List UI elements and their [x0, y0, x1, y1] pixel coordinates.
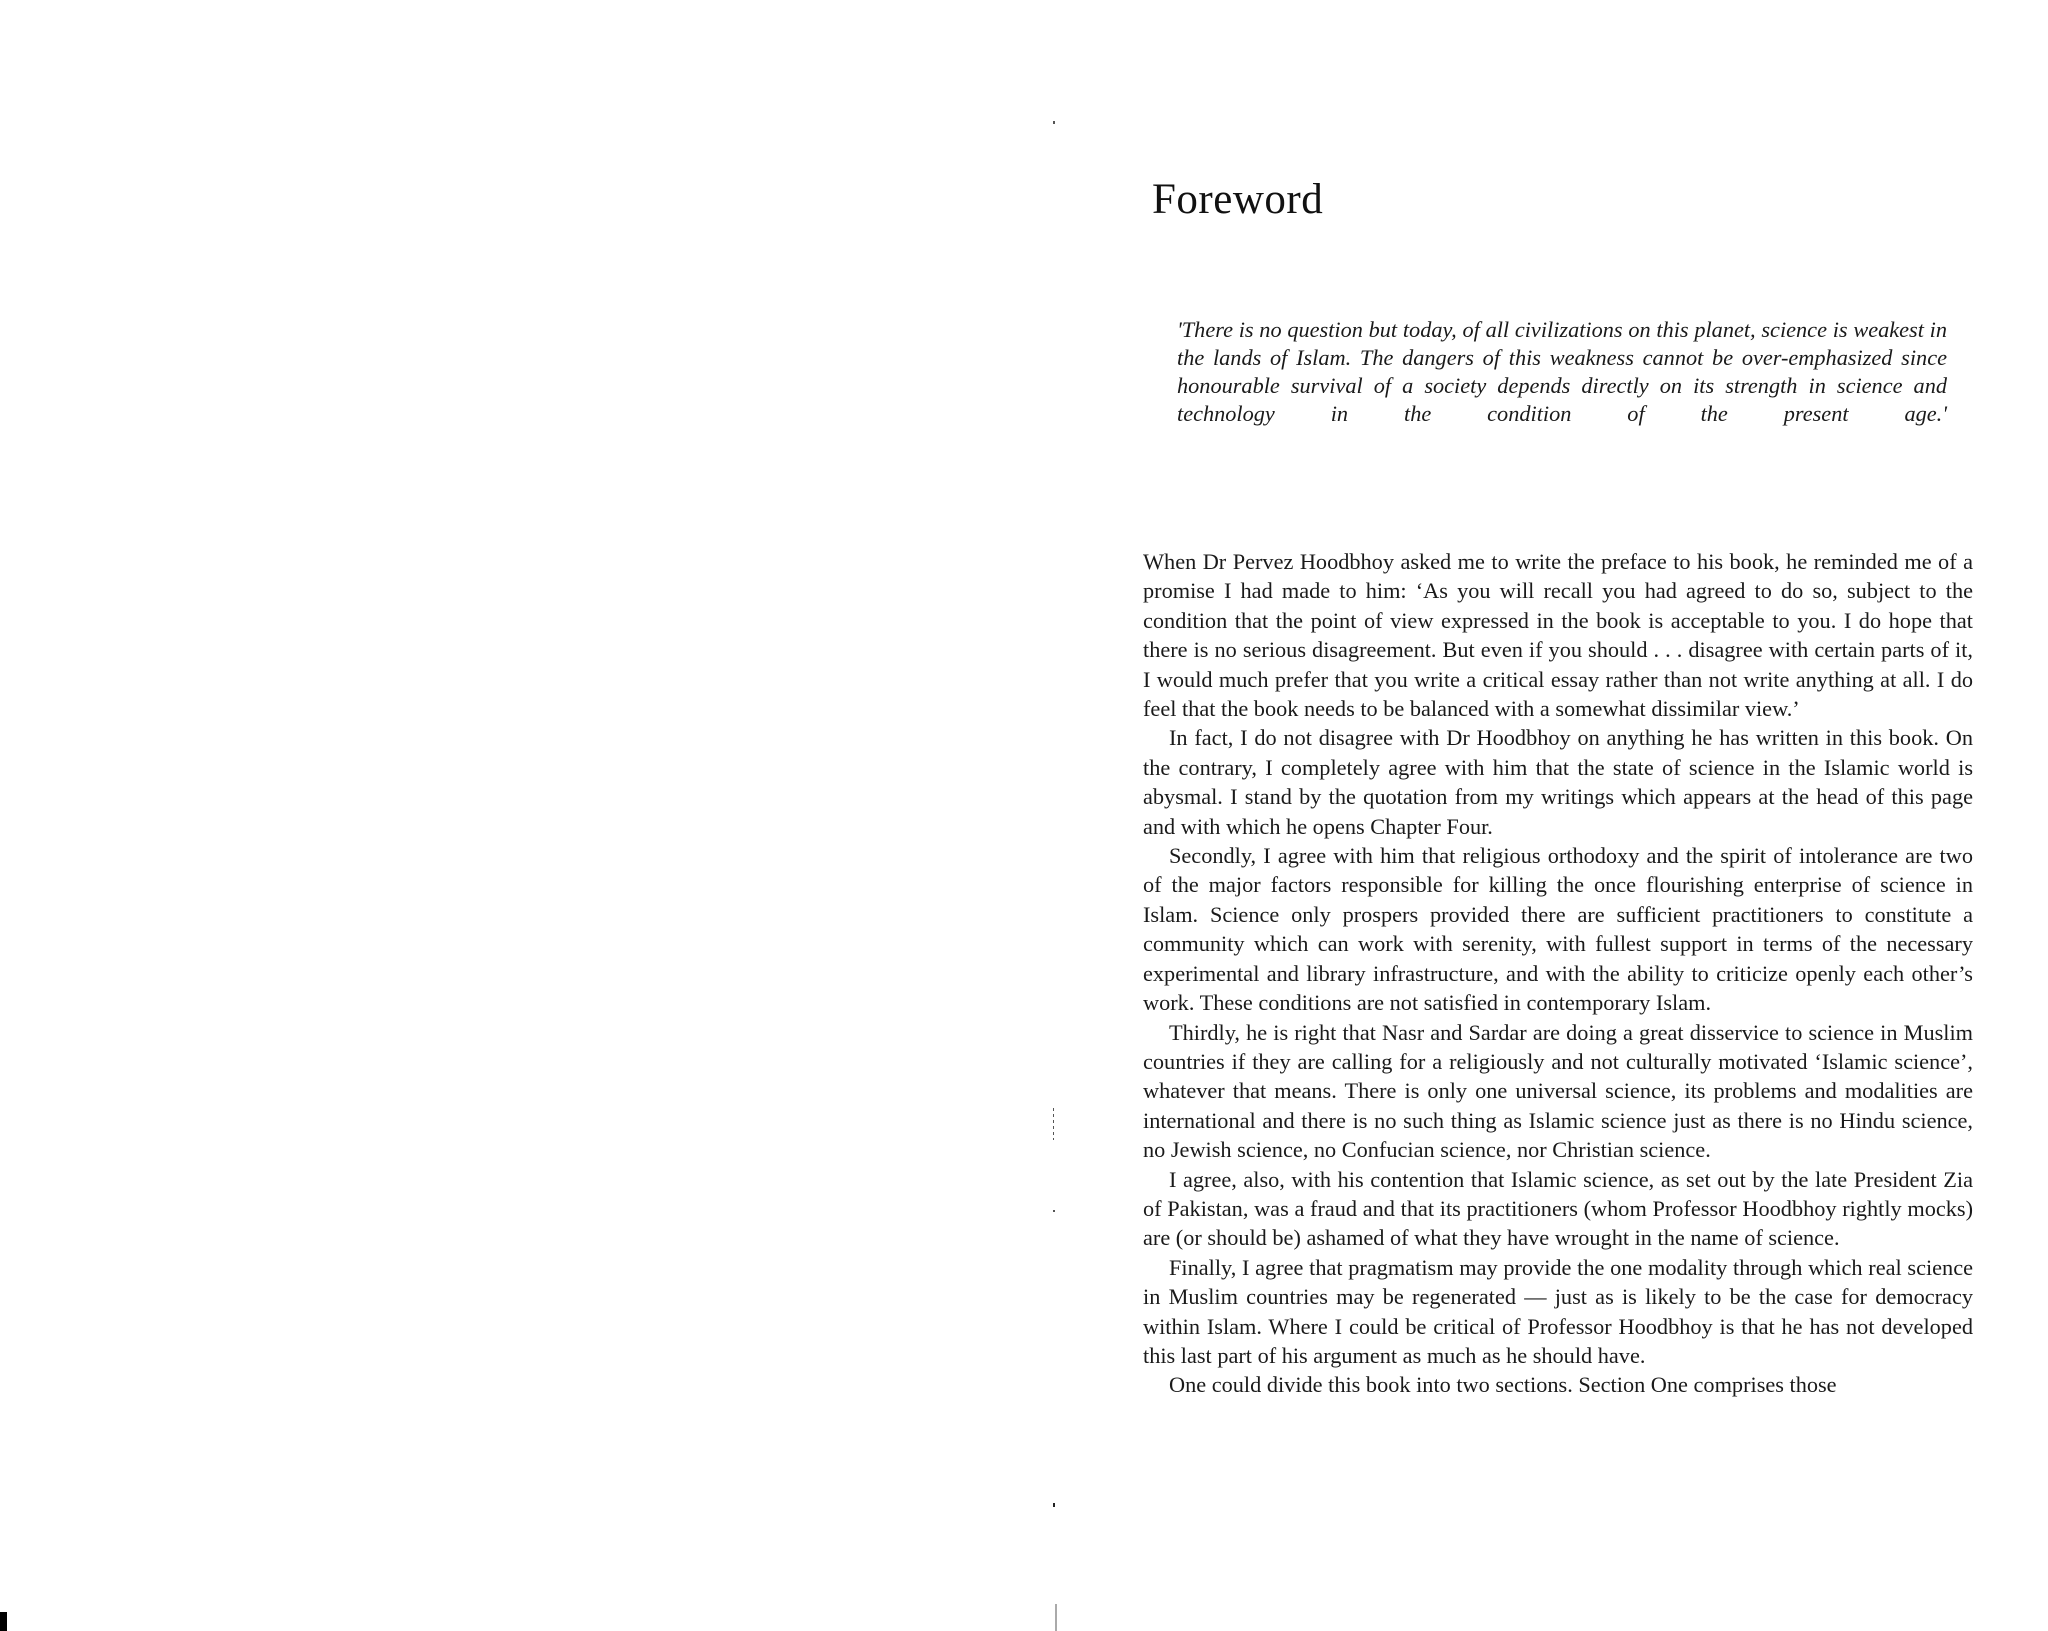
paragraph: Finally, I agree that pragmatism may provide the one modality through which real science in Muslim countries may be regenerated — just as is likely to be the case for democracy within Islam. Where I could be critical of Professor Hoodbhoy is that he has not developed this last part of his argument as much as he should have. — [1143, 1254, 1973, 1368]
paragraph: One could divide this book into two sections. Section One comprises those — [1169, 1372, 1837, 1398]
paragraph: I agree, also, with his contention that Islamic science, as set out by the late President Zia of Pakistan, was a fraud and that its practitioners (whom Professor Hoodbhoy rightly mocks) are (or should be) ashamed of what they have wrought in the name of science. — [1143, 1166, 1973, 1251]
epigraph-quote: 'There is no question but today, of all civilizations on this planet, science is weakest in the lands of Islam. The dangers of this weakness cannot be over-emphasized since honourable survival of a society depends directly on its strength in science and technology in the condition of the present age.' — [1177, 317, 1947, 426]
gutter-dotted-line — [1053, 1108, 1054, 1140]
right-page — [1055, 0, 2048, 1631]
paragraph: Thirdly, he is right that Nasr and Sardar are doing a great disservice to science in Muslim countries if they are calling for a religiously and not culturally motivated ‘Islamic science’, whatever that means. There is only one universal science, its problems and modalities are international and there is no such thing as Islamic science just as there is no Hindu science, no Jewish science, no Confucian science, nor Christian science. — [1143, 1019, 1973, 1163]
page-title: Foreword — [1152, 176, 1324, 223]
paragraph: In fact, I do not disagree with Dr Hoodbhoy on anything he has written in this book. On the contrary, I completely agree with him that the state of science in the Islamic world is abysmal. I stand by the quotation from my writings which appears at the head of this page and with which he opens Chapter Four. — [1143, 725, 1973, 839]
paragraph: When Dr Pervez Hoodbhoy asked me to write the preface to his book, he reminded me of a promise I had made to him: ‘As you will recall you had agreed to do so, subject to the condition that the point of view expressed in the book is acceptable to you. I do hope that there is no serious disagreement. But even if you should . . . disagree with certain parts of it, I would much prefer that you write a critical essay rather than not write anything at all. I do feel that the book needs to be balanced with a somewhat dissimilar view.’ — [1143, 549, 1973, 722]
paragraph: Secondly, I agree with him that religious orthodoxy and the spirit of intolerance are two of the major factors responsible for killing the once flourishing enterprise of science in Islam. Science only prospers provided there are sufficient practitioners to constitute a community which can work with serenity, with fullest support in terms of the necessary experimental and library infrastructure, and with the ability to criticize openly each other’s work. These conditions are not satisfied in contemporary Islam. — [1143, 843, 1973, 1016]
scan-corner-mark — [0, 1612, 7, 1631]
foreword-body — [1143, 547, 1973, 1400]
